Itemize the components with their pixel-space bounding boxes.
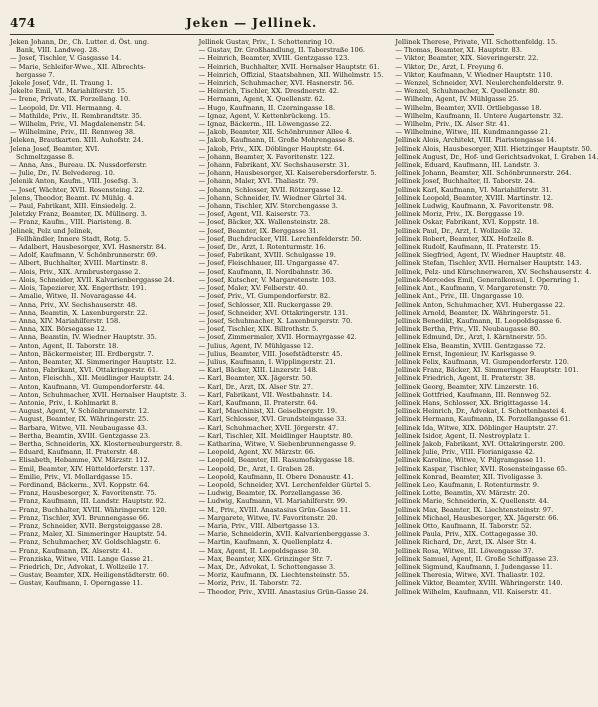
directory-entry-line: Jellinek Ernst, Ingenieur, IV. Karlsgasse 9.	[395, 349, 537, 358]
directory-entry-line: Jellinek Georg, Beamter, XIV. Linzerstr. 16.	[395, 382, 539, 391]
directory-entry-line: — Alois, Priv., XIX. Armbrustergasse 2.	[10, 267, 141, 276]
directory-entry-line: — Wenzel, Schneider, XVI. Neulerchenfelderstr. 9.	[395, 79, 564, 88]
directory-entry-line: — Anton, Fleischh., XII. Meidlinger Hauptstr. 24.	[10, 374, 175, 383]
directory-entry-line: — Johann, Tischler, XIV. Storchengasse 3.	[198, 202, 338, 211]
directory-entry-line: Jellinek Therese, Private, VII. Schottenfeldg. 15.	[395, 38, 558, 46]
directory-entry-line: — Josef, Priv., VI. Gumpendorferstr. 82.	[198, 292, 331, 301]
page-number: 474	[10, 16, 36, 30]
directory-entry-line: Jellinek Gustav, Priv., I. Schottenring 10.	[198, 38, 335, 46]
directory-entry-line: Jellinek Theresia, Witwe, XVI. Thaliastr. 102.	[395, 571, 546, 580]
directory-entry-line: — Max, Beamter, XIX. Grinzinger Str. 7.	[198, 554, 333, 563]
directory-entry-line: Jellinek Edmund, Dr., Arzt, I. Kärntnerstr. 55.	[395, 333, 548, 342]
directory-entry-line: — Johann, Schneider, IV. Wiedner Gürtel 34.	[198, 193, 347, 202]
directory-entry-line: — Hermann, Agent, X. Quellenstr. 62.	[198, 95, 325, 104]
directory-entry-line: Jelenik Anton, Kaufm., VIII. Josefsg. 3.	[10, 177, 139, 186]
directory-entry-line: — Ludwig, Kaufmann, VI. Mariahilferstr. 99.	[198, 497, 348, 506]
directory-entry-line: Jellinek Felix, Kaufmann, VI. Gumpendorferstr. 120.	[395, 357, 569, 366]
directory-entry-line: — Leopold, Dr., Arzt, I. Graben 28.	[198, 464, 315, 473]
directory-entry-line: — Josef, Zimmermaler, XVII. Hormayrgasse 42.	[198, 333, 357, 342]
directory-entry-line: — Ignaz, Bäckerm., III. Löwengasse 22.	[198, 120, 332, 129]
directory-entry-line: — Albert, Buchhalter, XVIII. Martinstr. 8.	[10, 259, 148, 268]
running-head: Jeken — Jellinek.	[185, 16, 318, 30]
directory-entry-line: Jellinek Julie, Priv., VIII. Florianigasse 42.	[395, 448, 535, 457]
directory-entry-line: Jellinek Jakob, Fabrikant, XVI. Ottakringerstr. 200.	[395, 439, 565, 448]
directory-entry-line: — Josef, Buchdrucker, VIII. Lerchenfelderstr. 50.	[198, 234, 362, 243]
directory-entry-line: Jellinek Elsa, Beamtin, XVIII. Gentzgasse 72.	[395, 341, 546, 350]
directory-entry-line: Jekelte Emil, VI. Mariahilferstr. 15.	[10, 87, 128, 96]
directory-entry-line: — Katharina, Witwe, V. Siebenbrunnengasse 9.	[198, 439, 356, 448]
directory-entry-line: — Bertha, Schneiderin, XX. Klosterneuburgerstr. 8.	[10, 439, 183, 448]
directory-entry-line: Jellinek Michael, Hausbesorger, XX. Jägerstr. 66.	[395, 513, 559, 522]
directory-entry-line: — Moriz, Kaufmann, IX. Liechtensteinstr. 55.	[198, 571, 350, 580]
directory-entry-line: — Josef, Fabrikant, XVIII. Schulgasse 19.	[198, 251, 336, 260]
directory-entry-line: — Viktor, Dr., Arzt, I. Freyung 6.	[395, 62, 504, 71]
directory-entry-line: Jeletzky Franz, Beamter, IX. Müllnerg. 3.	[10, 210, 147, 219]
directory-entry-line: — Paul, Fabrikant, XIII. Einsiedelg. 2.	[10, 202, 137, 211]
directory-entry-line: — Gustav, Dr. Großhandlung, II. Taborstraße 106.	[198, 46, 366, 55]
column-2	[199, 38, 384, 701]
directory-entry-line: — Josef, Beamter, IX. Berggasse 31.	[198, 226, 319, 235]
directory-entry-line: — Heinrich, Tischler, XX. Dresdnerstr. 42.	[198, 87, 340, 96]
directory-entry-line: Jellinek Leo, Kaufmann, I. Rotenturmstr. 9.	[395, 480, 540, 489]
directory-entry-line: Jellinek Ant., Kaufmann, V. Margaretenstr. 70.	[395, 284, 550, 293]
directory-entry-line: Fellhändler, Innere Stadt, Rotg. 5.	[16, 234, 131, 243]
directory-entry-line: — Johann, Maler, XVI. Thaliastr. 79.	[198, 177, 319, 186]
directory-entry-line: — Wilhelm, Priv., IX. Alser Str. 41.	[395, 120, 510, 129]
page-header	[10, 14, 494, 32]
directory-entry-line: Jellinek Otto, Kaufmann, II. Taborstr. 52.	[395, 521, 532, 530]
directory-entry-line: — Anton, Bäckermeister, III. Erdbergstr. 7.	[10, 349, 154, 358]
directory-entry-line: Jellinek-Mercedes Emil, Generalkonsul, I. Opernring 1.	[395, 275, 580, 284]
directory-entry-line: — Viktor, Beamter, XIX. Sieveringerstr. 22.	[395, 54, 539, 63]
directory-entry-line: — Eduard, Kaufmann, II. Praterstr. 48.	[10, 448, 140, 457]
directory-entry-line: Jellinek Konrad, Beamter, XII. Tivoligasse 3.	[395, 472, 543, 481]
directory-entry-line: — Moriz, Priv., II. Taborstr. 72.	[198, 579, 302, 588]
directory-entry-line: — Karl, Kaufmann, II. Praterstr. 64.	[198, 398, 318, 407]
directory-entry-line: — Ignaz, Agent, V. Kettenbrückeng. 15.	[198, 111, 331, 120]
directory-entry-line: Jellinek Benedikt, Kaufmann, II. Leopoldsgasse 6.	[395, 316, 562, 325]
directory-entry-line: — Wilhelm, Kaufmann, II. Untere Augartenstr. 32.	[395, 111, 564, 120]
directory-entry-line: Jellinek Ida, Witwe, XIX. Döblinger Hauptstr. 27.	[395, 423, 559, 432]
directory-entry-line: — Anna, XIV. Mariahilferstr. 158.	[10, 316, 121, 325]
directory-entry-line: Jellinek Hermann, Kaufmann, IX. Porzellangasse 61.	[395, 415, 571, 424]
directory-entry-line: — Karl, Beamter, XX. Jägerstr. 50.	[198, 374, 313, 383]
directory-entry-line: — Josef, Maler, XV. Felberstr. 40.	[198, 284, 309, 293]
directory-entry-line: — Adalbert, Hausbesorger, XVI. Hasnerstr. 84.	[10, 243, 167, 252]
directory-entry-line: Jellinek Siegfried, Agent, IV. Wiedner Hauptstr. 48.	[395, 251, 566, 260]
directory-entry-line: — Josef, Wächter, XVII. Rosensteing. 22.	[10, 185, 145, 194]
directory-entry-line: — Heinrich, Buchhalter, XVII. Hernalser Hauptstr. 61.	[198, 62, 380, 71]
directory-entry-line: Jellinek Alois, Architekt, VIII. Piaristengasse 14.	[395, 136, 557, 145]
directory-entry-line: — Franz, Maler, XI. Simmeringer Hauptstr. 54.	[10, 530, 167, 539]
directory-entry-line: Jellinek Hans, Schlosser, XX. Brigittagasse 14.	[395, 398, 551, 407]
directory-entry-line: — Max, Agent, II. Leopoldsgasse 30.	[198, 546, 321, 555]
directory-entry-line: Jeken Johann, Dr., Ch. Lutter. d. Öst. ung.	[10, 38, 150, 46]
directory-entry-line: — Leopold, Schneider, XVI. Lerchenfelder Gürtel 5.	[198, 480, 371, 489]
directory-entry-line: — Marie, Schleifer-Wwe., XII. Albrechts-	[10, 62, 146, 71]
directory-entry-line: — Mathilde, Priv., II. Rembrandtstr. 35.	[10, 111, 142, 120]
directory-entry-line: — Anna, Ans., Bureau. IX. Nussdorferstr.	[10, 161, 147, 170]
directory-entry-line: — Julius, Agent, IV. Mühlgasse 12.	[198, 341, 314, 350]
directory-entry-line: — Irene, Private, IX. Porzellang. 10.	[10, 95, 131, 104]
directory-entry-line: Jellinek August, Dr., Hof- und Gerichtsadvokat, I. Graben 14.	[395, 152, 598, 161]
directory-entry-line: — Antonie, Priv., I. Kohlmarkt 8.	[10, 398, 118, 407]
directory-entry-line: hergasse 7.	[16, 70, 55, 79]
directory-entry-line: — Martin, Kaufmann, X. Quellenplatz 4.	[198, 538, 333, 547]
directory-entry-line: — Thomas, Beamter, XI. Hauptstr. 83.	[395, 46, 522, 55]
directory-entry-line: — Karl, Maschinist, XI. Geiselbergstr. 19.	[198, 407, 338, 416]
directory-entry-line: — Franz, Kaufmann, III. Landstr. Hauptstr. 92.	[10, 497, 167, 506]
directory-entry-line: Jellinek Stefan, Tischler, XVII. Hernalser Hauptstr. 143.	[395, 259, 582, 268]
directory-entry-line: Jeleken, Brautkarten. XIII. Auhofstr. 24.	[10, 136, 144, 145]
directory-entry-line: — August, Agent, V. Schönbrunnerstr. 12.	[10, 407, 150, 416]
directory-entry-line: — Elisabeth, Hebamme, XV. Märzstr. 112.	[10, 456, 150, 465]
directory-entry-line: — Wilhelmine, Witwe, III. Kundmanngasse 21.	[395, 128, 551, 137]
directory-entry-line: — Julie, Dr., IV. Belvedereg. 10.	[10, 169, 115, 178]
entry-columns	[10, 38, 598, 701]
directory-entry-line: — Wenzel, Schuhmacher, X. Quellenstr. 80.	[395, 87, 540, 96]
directory-entry-line: — Anna, Priv., XV. Sechshauserstr. 48.	[10, 300, 138, 309]
directory-entry-line: — M., Priv., XVIII. Anastasius Grün-Gasse 11.	[198, 505, 351, 514]
directory-entry-line: — Franz, Schneider, XVII. Bergsteiggasse 28.	[10, 521, 163, 530]
directory-entry-line: Jelena Josef, Beamter, XVI.	[10, 144, 100, 153]
directory-entry-line: Jellinek Arnold, Beamter, IX. Währingerstr. 51.	[395, 308, 552, 317]
directory-entry-line: — Adolf, Kaufmann, V. Schönbrunnerstr. 69.	[10, 251, 158, 260]
directory-entry-line: Jellinek Friedrich, Agent, II. Praterstr. 38.	[395, 374, 536, 383]
directory-entry-line: Jekele Josef, Vdr., II. Traung 1.	[10, 79, 113, 88]
directory-entry-line: — Alois, Schneider, XVII. Kalvarienberggasse 24.	[10, 275, 175, 284]
directory-entry-line: — Julius, Beamter, VIII. Josefstädterstr. 45.	[198, 349, 343, 358]
directory-entry-line: — Franz, Buchhalter, XVIII. Währingerstr. 120.	[10, 505, 167, 514]
directory-entry-line: Jellinek Wilhelm, Kaufmann, VII. Kaiserstr. 41.	[395, 587, 552, 596]
header-rule	[10, 34, 494, 35]
directory-entry-line: — Wilhelm, Agent, IV. Mühlgasse 25.	[395, 95, 519, 104]
column-1	[10, 38, 187, 701]
directory-entry-line: Schmeltzgasse 8.	[16, 152, 75, 161]
directory-entry-line: Jellinek, Eduard, Kaufmann, III. Landstr. 3.	[395, 161, 540, 170]
directory-entry-line: — Josef, Schuhmacher, X. Laxenburgerstr. 70.	[198, 316, 353, 325]
directory-entry-line: — Anna, Beamtin, IV. Wiedner Hauptstr. 35.	[10, 333, 157, 342]
directory-entry-line: — Karl, Fabrikant, VII. Westbahnstr. 14.	[198, 390, 333, 399]
directory-entry-line: — Hugo, Kaufmann, II. Czerningasse 18.	[198, 103, 336, 112]
directory-entry-line: Jellinek Heinrich, Dr., Advokat, I. Schottenbastei 4.	[395, 407, 567, 416]
directory-entry-line: Jelinek, Pelz und Jelinek,	[10, 226, 93, 235]
directory-entry-line: — Emil, Beamter, XIV. Hütteldorferstr. 137.	[10, 464, 155, 473]
directory-entry-line: — Franz, Tischler, XVI. Brunnengasse 66.	[10, 513, 150, 522]
directory-entry-line: — Josef, Bäcker, XX. Wallensteinstr. 28.	[198, 218, 331, 227]
directory-entry-line: — Franz, Schuhmacher, XV. Goldschlagstr. 6.	[10, 538, 161, 547]
directory-entry-line: Jellinek Johann, Beamter, XII. Schönbrunnerstr. 264.	[395, 169, 572, 178]
directory-entry-line: — Johann, Beamter, X. Favoritenstr. 122.	[198, 152, 335, 161]
directory-entry-line: Jellinek Anton, Schuhmacher, XVI. Hubergasse 22.	[395, 300, 566, 309]
directory-entry-line: Jellinek Viktor, Beamter, XVIII. Währingerstr. 140.	[395, 579, 563, 588]
directory-entry-line: Jellinek Leopold, Beamter, XVIII. Martinstr. 12.	[395, 193, 553, 202]
directory-entry-line: — Alois, Tapezierer, XX. Engerthstr. 191.	[10, 284, 147, 293]
directory-entry-line: — Leopold, Agent, XV. Märzstr. 66.	[198, 448, 316, 457]
directory-entry-line: — Johann, Schlosser, XVII. Rötzergasse 12.	[198, 185, 343, 194]
directory-entry-line: — Leopold, Beamter, III. Rasumofskygasse 18.	[198, 456, 355, 465]
directory-entry-line: — Julius, Kaufmann, I. Wipplingerstr. 21.	[198, 357, 336, 366]
directory-entry-line: — Leopold, Kaufmann, II. Obere Donaustr. 41.	[198, 472, 354, 481]
directory-entry-line: — Karl, Bäcker, XIII. Linzerstr. 148.	[198, 366, 318, 375]
directory-entry-line: — Wilhelmine, Priv., III. Rennweg 38.	[10, 128, 136, 137]
directory-entry-line: — Franz, Hausbesorger, X. Favoritenstr. 75.	[10, 489, 157, 498]
directory-entry-line: — Ferdinand, Bäckerm., XVI. Koppstr. 64.	[10, 480, 150, 489]
directory-entry-line: Jellinek Samuel, Agent, II. Große Schiffgasse 23.	[395, 554, 559, 563]
directory-entry-line: Jellinek Isidor, Agent, II. Nestroyplatz 1.	[395, 431, 531, 440]
directory-entry-line: — Bertha, Beamtin, XVIII. Gentzgasse 23.	[10, 431, 151, 440]
directory-entry-line: Jellinek Sigmund, Kaufmann, I. Judengasse 11.	[395, 563, 553, 571]
directory-entry-line: — Johann, Hausbesorger, XI. Kaiserebersdorferstr. 5.	[198, 169, 377, 178]
directory-entry-line: Jellinek Paula, Priv., XIX. Cottagegasse 30.	[395, 530, 538, 539]
directory-entry-line: — Josef, Schneider, XVI. Ottakringerstr. 131.	[198, 308, 349, 317]
directory-entry-line: — Josef, Agent, VII. Kaiserstr. 73.	[198, 210, 311, 219]
directory-entry-line: Jellinek Oskar, Fabrikant, XVI. Koppstr. 18.	[395, 218, 539, 227]
directory-entry-line: — Karl, Schlosser, XVI. Grundsteingasse 33.	[198, 415, 347, 424]
directory-entry-line: Jellinek Richard, Dr., Arzt, IX. Alser Str. 4.	[395, 538, 537, 547]
directory-entry-line: — Anna, Beamtin, X. Laxenburgerstr. 22.	[10, 308, 148, 317]
directory-entry-line: — Anton, Beamter, XI. Simmeringer Hauptstr. 12.	[10, 357, 177, 366]
directory-entry-line: Jellinek, Pelz- und Kürschnerwaren, XV. Sechshauserstr. 4.	[395, 267, 592, 276]
directory-entry-line: — Josef, Tischler, XIX. Billrothstr. 5.	[198, 325, 319, 334]
directory-entry-line: — Karl, Schuhmacher, XVII. Jörgerstr. 47.	[198, 423, 339, 432]
directory-entry-line: — Wilhelm, Beamter, XVII. Ortliebgasse 18.	[395, 103, 542, 112]
directory-entry-line: Jellinek Rudolf, Kaufmann, II. Praterstr. 15.	[395, 243, 541, 252]
directory-entry-line: — Friedrich, Dr., Advokat, I. Wollzeile 17.	[10, 563, 149, 571]
column-3	[395, 38, 598, 701]
directory-entry-line: Jellinek Gottfried, Kaufmann, III. Rennweg 52.	[395, 390, 552, 399]
directory-entry-line: — Theodor, Priv., XVIII. Anastasius Grün-Gasse 24.	[198, 587, 369, 596]
directory-entry-line: — Karl, Tischler, XII. Meidlinger Hauptstr. 80.	[198, 431, 353, 440]
directory-entry-line: — Johann, Fabrikant, XV. Sechshauserstr. 31.	[198, 161, 350, 170]
directory-entry-line: — Anna, XIX. Börsegasse 12.	[10, 325, 107, 334]
directory-entry-line: — Anton, Schuhmacher, XVII. Hernalser Hauptstr. 3.	[10, 390, 187, 399]
directory-entry-line: — Marie, Schneiderin, XVII. Kalvarienberggasse 3.	[198, 530, 370, 539]
directory-entry-line: — Leopold, Dr. VII. Hermanng. 4.	[10, 103, 122, 112]
directory-entry-line: Jellinek Marie, Schneiderin, X. Quellenstr. 44.	[395, 497, 549, 506]
directory-entry-line: — Josef, Fleischhauer, III. Ungargasse 47.	[198, 259, 340, 268]
directory-entry-line: — Karl, Dr., Arzt, IX. Alser Str. 27.	[198, 382, 313, 391]
directory-entry-line: Jellinek Alois, Hausbesorger, XIII. Hietzinger Hauptstr. 50.	[395, 144, 592, 153]
directory-entry-line: — Josef, Tischler, V. Gasgasse 14.	[10, 54, 122, 63]
directory-entry-line: — Josef, Kaufmann, II. Nordbahnstr. 36.	[198, 267, 333, 276]
directory-entry-line: — Heinrich, Schuhmacher, XVI. Hasnerstr. 56.	[198, 79, 355, 88]
directory-entry-line: Jellinek Paul, Dr., Arzt, I. Wollzeile 32.	[395, 226, 523, 235]
directory-entry-line: Jellinek Franz, Bäcker, XI. Simmeringer Hauptstr. 101.	[395, 366, 579, 375]
directory-entry-line: — Viktor, Kaufmann, V. Wiedner Hauptstr. 110.	[395, 70, 553, 79]
directory-entry-line: — Barbara, Witwe, VII. Neubaugasse 43.	[10, 423, 148, 432]
directory-entry-line: — Gustav, Kaufmann, I. Operngasse 11.	[10, 579, 143, 588]
directory-entry-line: Jellinek Rosa, Witwe, III. Löwengasse 37.	[395, 546, 534, 555]
directory-entry-line: — Franz, Kaufm., VIII. Piaristeng. 8.	[10, 218, 132, 227]
directory-entry-line: Jelens, Theodor, Beamt. IV. Mühlg. 4.	[10, 193, 134, 202]
directory-entry-line: Jellinek Ant., Priv., III. Ungargasse 10.	[395, 292, 524, 301]
directory-entry-line: — August, Beamter, IX. Währingerstr. 25.	[10, 415, 149, 424]
directory-entry-line: Bank, VIII. Landweg. 28.	[16, 46, 100, 55]
directory-entry-line: Jellinek Josef, Buchhalter, II. Taborstr. 24.	[395, 177, 535, 186]
directory-entry-line: — Jakob, Beamter, XII. Schönbrunner Allee 4.	[198, 128, 352, 137]
directory-entry-line: — Ludwig, Beamter, IX. Porzellangasse 36.	[198, 489, 343, 498]
directory-entry-line: — Margarete, Witwe, IV. Favoritenstr. 20.	[198, 513, 338, 522]
directory-entry-line: — Heinrich, Offizial, Staatsbahnen, XII. Wilhelmstr. 15.	[198, 70, 384, 79]
directory-entry-line: Jellinek Robert, Beamter, XIX. Hofzeile 8.	[395, 234, 534, 243]
directory-entry-line: Jellinek Moriz, Priv., IX. Berggasse 19.	[395, 210, 525, 219]
directory-entry-line: Jellinek Lotte, Beamtin, XV. Märzstr. 20.	[395, 489, 530, 498]
directory-entry-line: Jellinek Ludwig, Kaufmann, X. Favoritenstr. 98.	[395, 202, 554, 211]
directory-entry-line: — Wilhelm, Priv., VI. Magdalenenstr. 54.	[10, 120, 146, 129]
directory-entry-line: — Heinrich, Beamter, XVIII. Gentzgasse 123.	[198, 54, 350, 63]
directory-entry-line: — Amalie, Witwe, II. Novaragasse 44.	[10, 292, 137, 301]
directory-entry-line: — Maria, Priv., VIII. Albertgasse 13.	[198, 521, 320, 530]
directory-entry-line: Jellinek Karoline, Witwe, V. Pilgramgasse 11.	[395, 456, 546, 465]
directory-entry-line: Jellinek Karl, Kaufmann, VI. Mariahilferstr. 31.	[395, 185, 552, 194]
directory-entry-line: Jellinek Kaspar, Tischler, XVII. Rosensteingasse 65.	[395, 464, 567, 473]
directory-entry-line: — Franziska, Witwe, VIII. Lange Gasse 21.	[10, 554, 153, 563]
directory-entry-line: — Josef, Kutscher, V. Margaretenstr. 103.	[198, 275, 337, 284]
directory-entry-line: — Gustav, Beamter, XIX. Heiligenstädterstr. 60.	[10, 571, 169, 580]
directory-entry-line: Jellinek Bertha, Priv., VII. Neubaugasse 80.	[395, 325, 541, 334]
directory-entry-line: — Anton, Agent, II. Taborstr. 18.	[10, 341, 119, 350]
directory-entry-line: — Jakob, Kaufmann, II. Große Mohrengasse 8.	[198, 136, 355, 145]
directory-entry-line: — Max, Dr., Advokat, I. Schottengasse 3.	[198, 563, 336, 571]
directory-entry-line: — Josef, Dr., Arzt, I. Rotenturmstr. 16.	[198, 243, 326, 252]
directory-entry-line: Jellinek Max, Beamter, IX. Liechtensteinstr. 97.	[395, 505, 554, 514]
directory-entry-line: — Jakob, Priv., XIX. Döblinger Hauptstr. 64.	[198, 144, 345, 153]
directory-entry-line: — Anton, Kaufmann, VI. Gumpendorferstr. 44.	[10, 382, 165, 391]
directory-entry-line: — Josef, Schlosser, XII. Ruckergasse 29.	[198, 300, 333, 309]
directory-entry-line: — Anton, Fabrikant, XVI. Ottakringerstr. 61.	[10, 366, 159, 375]
directory-entry-line: — Emilie, Priv., VI. Mollardgasse 15.	[10, 472, 133, 481]
directory-entry-line: — Franz, Kaufmann, IX. Alserstr. 41.	[10, 546, 133, 555]
